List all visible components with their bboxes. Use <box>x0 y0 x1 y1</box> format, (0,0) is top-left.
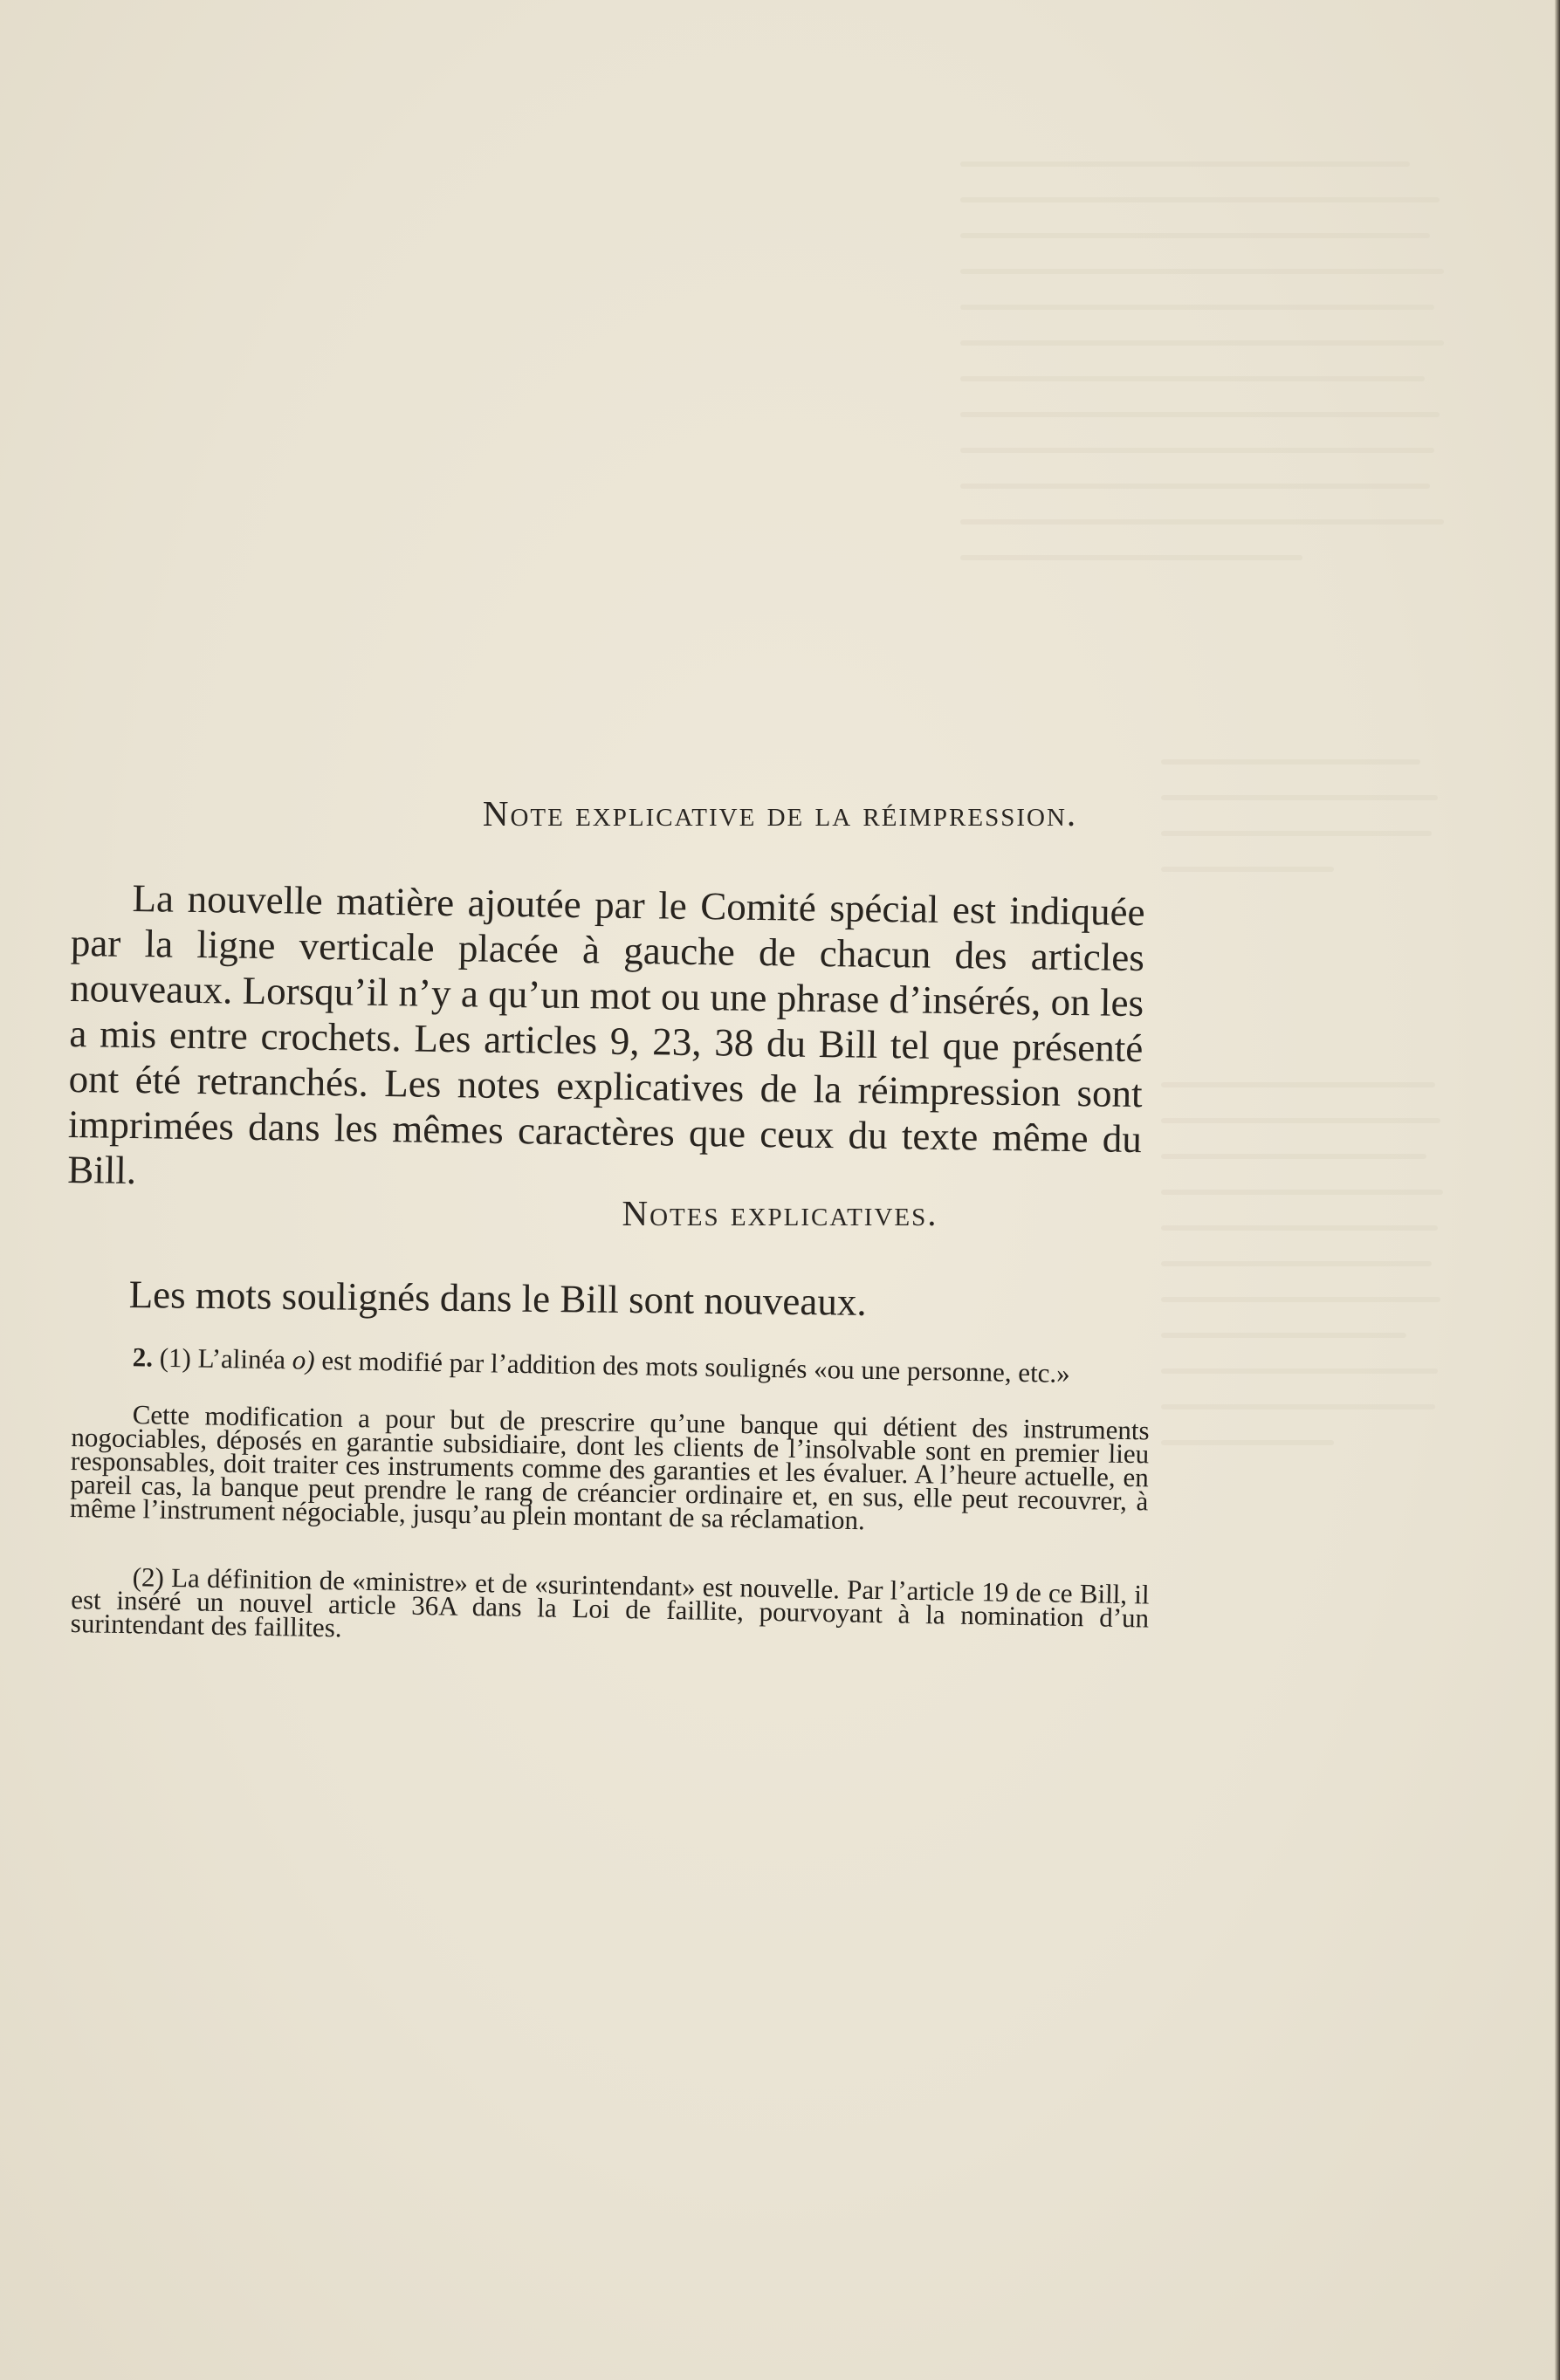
note-clause-2-2: (2) La définition de «ministre» et de «surintendant» est nouvelle. Par l’article 19 de ce Bill, il est inséré un nouvel article 36A dans la Loi de faillite, pourvoyant à la nomination d’un surintendant des faillites. <box>70 1561 1150 1643</box>
paragraph-letter: o) <box>292 1344 315 1375</box>
note-text: est modifié par l’addition des mots soulignés «ou une personne, etc.» <box>321 1345 1071 1389</box>
underlined-words-note: Les mots soulignés dans le Bill sont nouveaux. <box>128 1272 867 1324</box>
subclause-label: (1) L’alinéa <box>159 1341 286 1375</box>
note-modification-purpose: Cette modification a pour but de prescrire qu’une banque qui détient des instruments nogociables, déposés en garantie subsidiaire, dont les clients de l’insolvable sont en premier lieu responsables, doit traiter ces instruments comme des garanties et les évaluer. A l’heure actuelle, en pareil cas, la banque peut prendre le rang de créancier ordinaire et, en sus, elle peut recouvrer, à même l’instrument négociable, jusqu’au plein montant de sa réclamation. <box>69 1399 1150 1536</box>
note-clause-2-1 <box>72 1341 1150 1389</box>
reprint-note-paragraph: La nouvelle matière ajoutée par le Comité spécial est indiquée par la ligne verticale placée à gauche de chacun des articles nouveaux. Lorsqu’il n’y a qu’un mot ou une phrase d’insérés, on les a mis entre crochets. Les articles 9, 23, 38 du Bill tel que présenté ont été retranchés. Les notes explicatives de la réimpression sont imprimées dans les mêmes caractères que ceux du texte même du Bill. <box>66 875 1145 1193</box>
show-through-text <box>960 161 1449 703</box>
show-through-text-lower <box>1161 759 1449 1824</box>
reprint-note-heading: Note explicative de la réimpression. <box>482 793 1078 833</box>
page-edge <box>1555 0 1560 2380</box>
explanatory-notes-heading: Notes explicatives. <box>622 1193 938 1233</box>
clause-number: 2. <box>132 1341 154 1373</box>
